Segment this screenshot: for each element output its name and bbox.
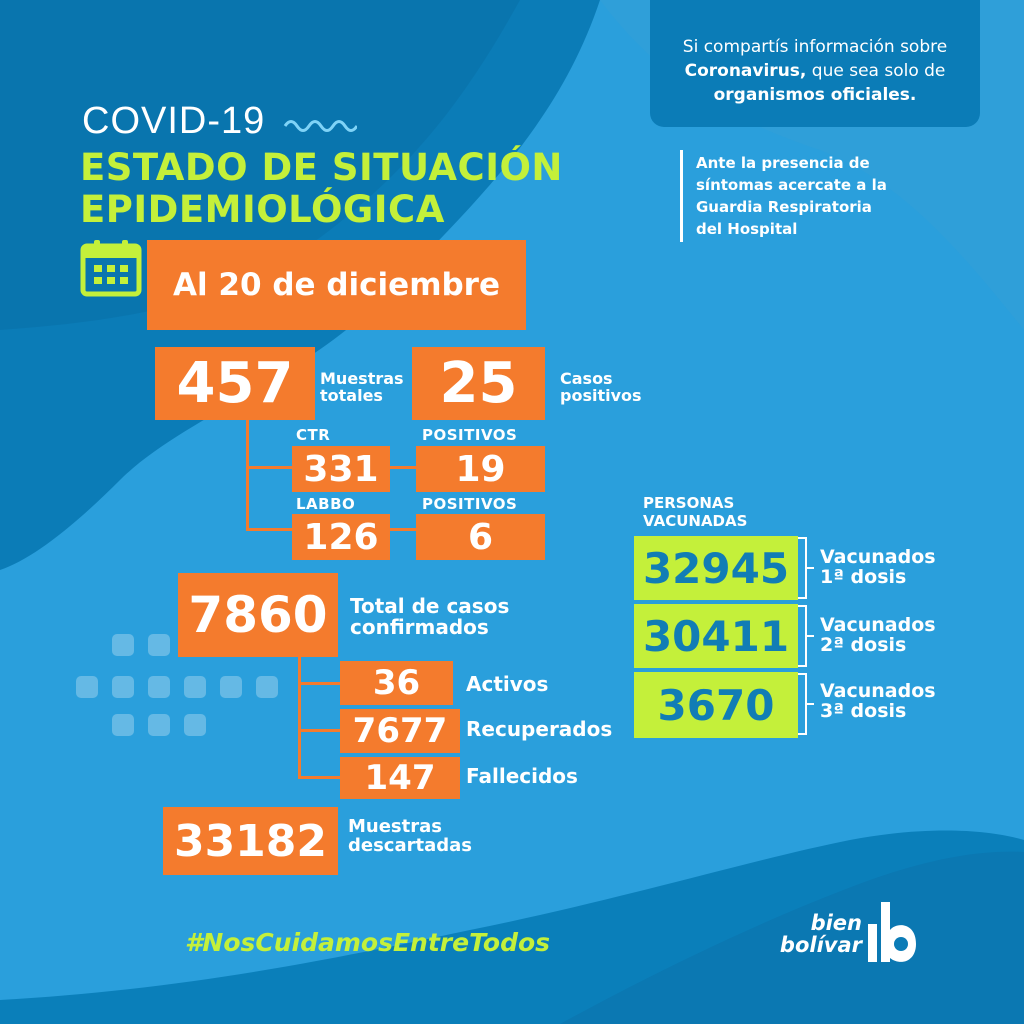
decor-dot bbox=[76, 676, 98, 698]
connector bbox=[246, 528, 292, 531]
active-value: 36 bbox=[340, 661, 453, 705]
connector bbox=[298, 682, 340, 685]
positive-cases-label-1: Casos bbox=[560, 369, 613, 388]
dose2-value: 30411 bbox=[634, 604, 798, 668]
decor-dot bbox=[148, 676, 170, 698]
connector bbox=[246, 420, 249, 530]
positive-cases-label-2: positivos bbox=[560, 385, 642, 405]
dose3-label-2: 3ª dosis bbox=[820, 699, 907, 722]
total-samples-label bbox=[320, 371, 404, 405]
discarded-label-1: Muestras bbox=[348, 816, 442, 837]
covid-label: COVID-19 bbox=[82, 100, 266, 142]
connector bbox=[246, 466, 292, 469]
notice-line1: Si compartís información sobre bbox=[682, 37, 948, 57]
labbo-positive-label: POSITIVOS bbox=[422, 495, 518, 513]
total-samples-value: 457 bbox=[155, 347, 315, 420]
connector bbox=[298, 776, 340, 779]
decor-dot bbox=[184, 714, 206, 736]
positive-cases-label bbox=[560, 371, 642, 405]
dose2-label bbox=[820, 616, 936, 656]
discarded-value: 33182 bbox=[163, 807, 338, 875]
bien-bolivar-logo bbox=[766, 898, 926, 968]
recovered-value: 7677 bbox=[340, 709, 460, 753]
connector bbox=[390, 466, 416, 469]
advice-divider bbox=[680, 150, 683, 242]
decor-dot bbox=[220, 676, 242, 698]
total-samples-label-2: totales bbox=[320, 385, 383, 405]
dose1-label-1: Vacunados bbox=[820, 546, 936, 568]
logo-line1: bien bbox=[810, 911, 862, 935]
vaccines-heading bbox=[643, 494, 747, 530]
connector bbox=[390, 528, 416, 531]
labbo-positive-value: 6 bbox=[416, 514, 545, 560]
notice-box bbox=[650, 0, 980, 127]
recovered-label: Recuperados bbox=[466, 717, 613, 741]
discarded-label bbox=[348, 818, 472, 856]
deaths-label: Fallecidos bbox=[466, 764, 578, 788]
ctr-value: 331 bbox=[292, 446, 390, 492]
ctr-positive-label: POSITIVOS bbox=[422, 426, 518, 444]
confirmed-total-label-1: Total de casos bbox=[350, 594, 510, 618]
title-line1: ESTADO DE SITUACIÓN bbox=[80, 146, 563, 189]
notice-line3: organismos oficiales. bbox=[713, 85, 917, 105]
dose3-label bbox=[820, 682, 936, 722]
logo-line2: bolívar bbox=[779, 933, 862, 957]
title-line2: EPIDEMIOLÓGICA bbox=[80, 188, 445, 231]
vaccine-brackets bbox=[798, 536, 816, 738]
notice-line2-rest: que sea solo de bbox=[806, 61, 946, 81]
logo-text bbox=[766, 912, 862, 956]
decor-dot bbox=[256, 676, 278, 698]
hashtag: #NosCuidamosEntreTodos bbox=[185, 928, 551, 957]
advice-text bbox=[696, 152, 887, 240]
advice-line4: del Hospital bbox=[696, 220, 798, 238]
decor-dot bbox=[112, 676, 134, 698]
wave-icon bbox=[283, 115, 357, 137]
total-samples-label-1: Muestras bbox=[320, 369, 404, 388]
labbo-label: LABBO bbox=[296, 495, 356, 513]
connector bbox=[298, 657, 301, 779]
dose2-label-2: 2ª dosis bbox=[820, 633, 907, 656]
dose2-label-1: Vacunados bbox=[820, 614, 936, 636]
calendar-icon bbox=[80, 238, 142, 298]
dose1-label bbox=[820, 548, 936, 588]
connector bbox=[298, 729, 340, 732]
discarded-label-2: descartadas bbox=[348, 834, 472, 856]
decor-dot bbox=[148, 634, 170, 656]
ctr-label: CTR bbox=[296, 426, 331, 444]
labbo-value: 126 bbox=[292, 514, 390, 560]
vaccines-heading-2: VACUNADAS bbox=[643, 512, 748, 530]
advice-line2: síntomas acercate a la bbox=[696, 176, 887, 194]
date-box: Al 20 de diciembre bbox=[147, 240, 526, 330]
decor-dot bbox=[112, 634, 134, 656]
confirmed-total-label bbox=[350, 596, 509, 638]
dose3-label-1: Vacunados bbox=[820, 680, 936, 702]
vaccines-heading-1: PERSONAS bbox=[643, 494, 735, 512]
positive-cases-value: 25 bbox=[412, 347, 545, 420]
advice-line1: Ante la presencia de bbox=[696, 154, 870, 172]
dose1-value: 32945 bbox=[634, 536, 798, 600]
decor-dot bbox=[184, 676, 206, 698]
deaths-value: 147 bbox=[340, 757, 460, 799]
decor-dot bbox=[148, 714, 170, 736]
dose3-value: 3670 bbox=[634, 672, 798, 738]
ctr-positive-value: 19 bbox=[416, 446, 545, 492]
confirmed-total-label-2: confirmados bbox=[350, 615, 489, 639]
logo-mark-icon bbox=[866, 900, 918, 964]
dose1-label-2: 1ª dosis bbox=[820, 565, 907, 588]
active-label: Activos bbox=[466, 672, 549, 696]
decor-dot bbox=[112, 714, 134, 736]
notice-line2-bold: Coronavirus, bbox=[684, 61, 807, 81]
advice-line3: Guardia Respiratoria bbox=[696, 198, 872, 216]
confirmed-total-value: 7860 bbox=[178, 573, 338, 657]
